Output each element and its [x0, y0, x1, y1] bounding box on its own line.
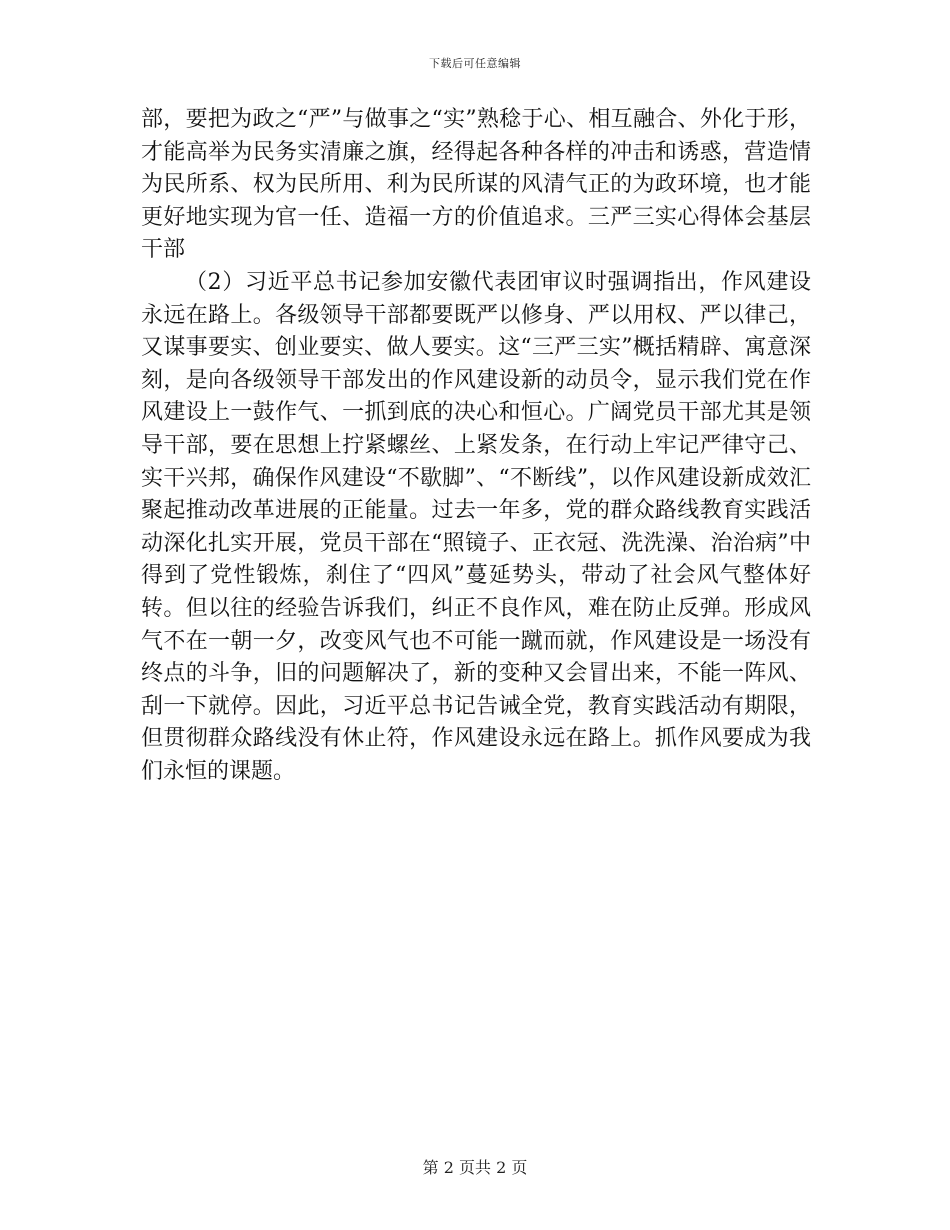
page-header: 下载后可任意编辑 [429, 57, 521, 70]
page-footer: 第 2 页共 2 页 [422, 1158, 528, 1177]
paragraph-2: （2）习近平总书记参加安徽代表团审议时强调指出，作风建设永远在路上。各级领导干部都要既严以修身、严以用权、严以律己，又谋事要实、创业要实、做人要实。这“三严三实”概括精辟、寓意深刻，是向各级领导干部发出的作风建设新的动员令，显示我们党在作风建设上一鼓作气、一抓到底的决心和恒心。广阔党员干部尤其是领导干部，要在思想上拧紧螺丝、上紧发条，在行动上牢记严律守己、实干兴邦，确保作风建设“不歇脚”、“不断线”，以作风建设新成效汇聚起推动改革进展的正能量。过去一年多，党的群众路线教育实践活动深化扎实开展，党员干部在“照镜子、正衣冠、洗洗澡、治治病”中得到了党性锻炼，刹住了“四风”蔓延势头，带动了社会风气整体好转。但以往的经验告诉我们，纠正不良作风，难在防止反弹。形成风气不在一朝一夕，改变风气也不可能一蹴而就，作风建设是一场没有终点的斗争，旧的问题解决了，新的变种又会冒出来，不能一阵风、刮一下就停。因此，习近平总书记告诫全党，教育实践活动有期限，但贯彻群众路线没有休止符，作风建设永远在路上。抓作风要成为我们永恒的课题。 [141, 269, 811, 784]
paragraph-continued: 部，要把为政之“严”与做事之“实”熟稔于心、相互融合、外化于形，才能高举为民务实清廉之旗，经得起各种各样的冲击和诱惑，营造情为民所系、权为民所用、利为民所谋的风清气正的为政环境，也才能更好地实现为官一任、造福一方的价值追求。三严三实心得体会基层干部 [141, 107, 811, 263]
document-body [141, 104, 811, 788]
